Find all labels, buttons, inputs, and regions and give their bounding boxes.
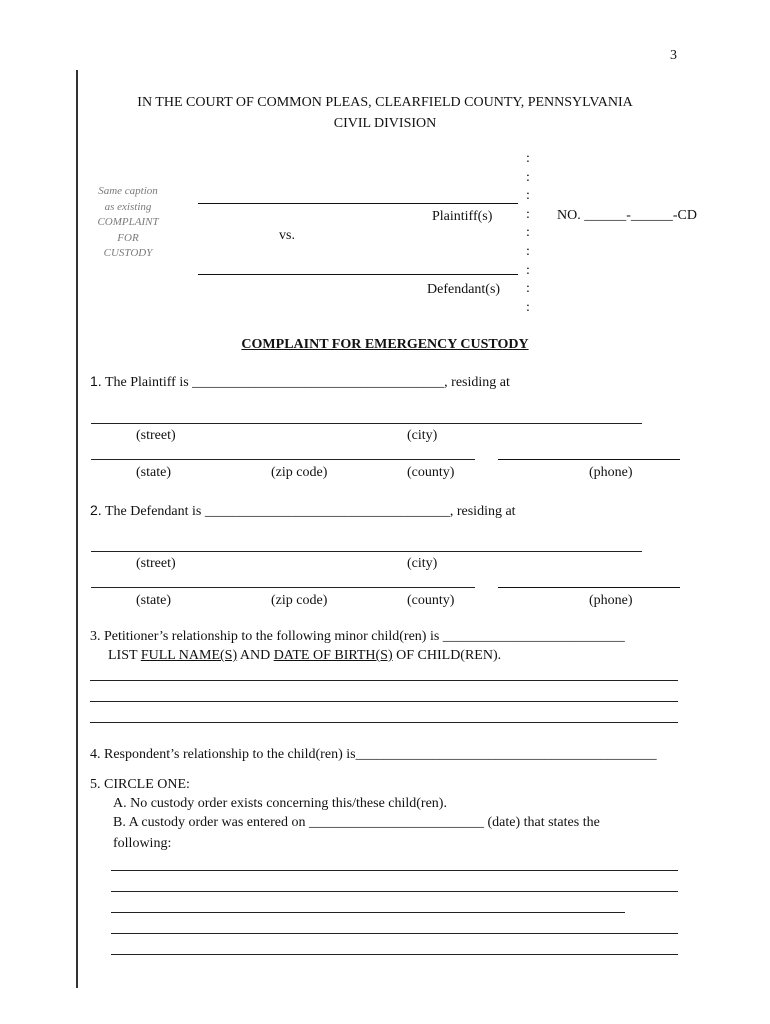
para3-list-instruction xyxy=(108,648,501,664)
order-terms-line[interactable] xyxy=(111,912,625,913)
defendant-county-label: (county) xyxy=(407,593,455,608)
children-list-line[interactable] xyxy=(90,722,678,723)
para2-number: 2. xyxy=(90,502,102,518)
para2-line xyxy=(90,502,516,520)
para5-option-b-cont: following: xyxy=(113,836,172,851)
plaintiff-label: Plaintiff(s) xyxy=(432,209,493,224)
case-number-field[interactable]: NO. ______-______-CD xyxy=(557,208,697,223)
plaintiff-zip-label: (zip code) xyxy=(271,465,328,480)
para1-number: 1. xyxy=(90,373,102,389)
plaintiff-name-blank[interactable]: ____________________________________ xyxy=(192,375,445,390)
colon: : xyxy=(526,225,530,241)
plaintiff-phone-label: (phone) xyxy=(589,465,633,480)
para2-lead: The Defendant is xyxy=(104,504,202,519)
colon: : xyxy=(526,262,530,278)
caption-note-line: Same caption xyxy=(98,185,158,197)
defendant-state-zip-county-line[interactable] xyxy=(91,587,475,588)
vs-label: vs. xyxy=(279,228,295,243)
caption-note-line: as existing xyxy=(104,200,152,213)
colon: : xyxy=(526,151,530,166)
defendant-phone-label: (phone) xyxy=(589,593,633,608)
order-terms-line[interactable] xyxy=(111,891,678,892)
para5-heading: 5. CIRCLE ONE: xyxy=(90,777,190,792)
caption-note xyxy=(88,184,168,262)
plaintiff-county-label: (county) xyxy=(407,465,455,480)
caption-colon-column xyxy=(523,150,533,317)
plaintiff-street-label: (street) xyxy=(136,428,176,443)
children-list-line[interactable] xyxy=(90,701,678,702)
plaintiff-phone-line[interactable] xyxy=(498,459,680,460)
para5-option-a[interactable]: A. No custody order exists concerning this/these child(ren). xyxy=(113,796,447,811)
para3-line1: 3. Petitioner’s relationship to the following minor child(ren) is __________________________ xyxy=(90,629,625,644)
defendant-phone-line[interactable] xyxy=(498,587,680,588)
colon: : xyxy=(526,281,530,297)
plaintiff-state-label: (state) xyxy=(136,465,171,480)
list-suffix: OF CHILD(REN). xyxy=(392,648,502,663)
caption-note-line: FOR xyxy=(117,231,139,244)
page-number: 3 xyxy=(670,48,677,63)
plaintiff-city-label: (city) xyxy=(407,428,438,443)
list-prefix: LIST xyxy=(108,648,141,663)
list-names: FULL NAME(S) xyxy=(140,648,238,663)
children-list-line[interactable] xyxy=(90,680,678,681)
defendant-city-label: (city) xyxy=(407,556,438,571)
court-heading-line2: CIVIL DIVISION xyxy=(333,116,437,131)
order-terms-line[interactable] xyxy=(111,870,678,871)
order-terms-line[interactable] xyxy=(111,954,678,955)
colon: : xyxy=(526,169,530,185)
form-title: COMPLAINT FOR EMERGENCY CUSTODY xyxy=(241,337,529,352)
defendant-state-label: (state) xyxy=(136,593,171,608)
caption-note-line: CUSTODY xyxy=(103,247,153,259)
plaintiff-name-line[interactable] xyxy=(198,203,518,204)
defendant-street-label: (street) xyxy=(136,556,176,571)
court-heading-line1: IN THE COURT OF COMMON PLEAS, CLEARFIELD COUNTY, PENNSYLVANIA xyxy=(137,95,633,110)
colon: : xyxy=(526,299,530,315)
para1-lead: The Plaintiff is xyxy=(104,375,189,390)
plaintiff-state-zip-county-line[interactable] xyxy=(91,459,475,460)
para1-tail: , residing at xyxy=(444,375,510,390)
para1-line xyxy=(90,373,510,391)
para4-line[interactable]: 4. Respondent’s relationship to the child(ren) is___________________________________________ xyxy=(90,747,657,762)
colon: : xyxy=(526,243,530,259)
colon: : xyxy=(526,188,530,204)
defendant-name-blank[interactable]: ___________________________________ xyxy=(204,504,450,519)
defendant-name-line[interactable] xyxy=(198,274,518,275)
list-and: AND xyxy=(237,648,274,663)
plaintiff-street-city-line[interactable] xyxy=(91,423,642,424)
defendant-street-city-line[interactable] xyxy=(91,551,642,552)
defendant-label: Defendant(s) xyxy=(427,282,501,297)
colon: : xyxy=(526,206,530,222)
defendant-zip-label: (zip code) xyxy=(271,593,328,608)
left-margin-rule xyxy=(76,70,78,988)
order-terms-line[interactable] xyxy=(111,933,678,934)
para5-option-b[interactable]: B. A custody order was entered on _________________________ (date) that states the xyxy=(113,815,600,830)
caption-note-line: COMPLAINT xyxy=(97,216,159,228)
para2-tail: , residing at xyxy=(449,504,516,519)
list-dob: DATE OF BIRTH(S) xyxy=(273,648,393,663)
